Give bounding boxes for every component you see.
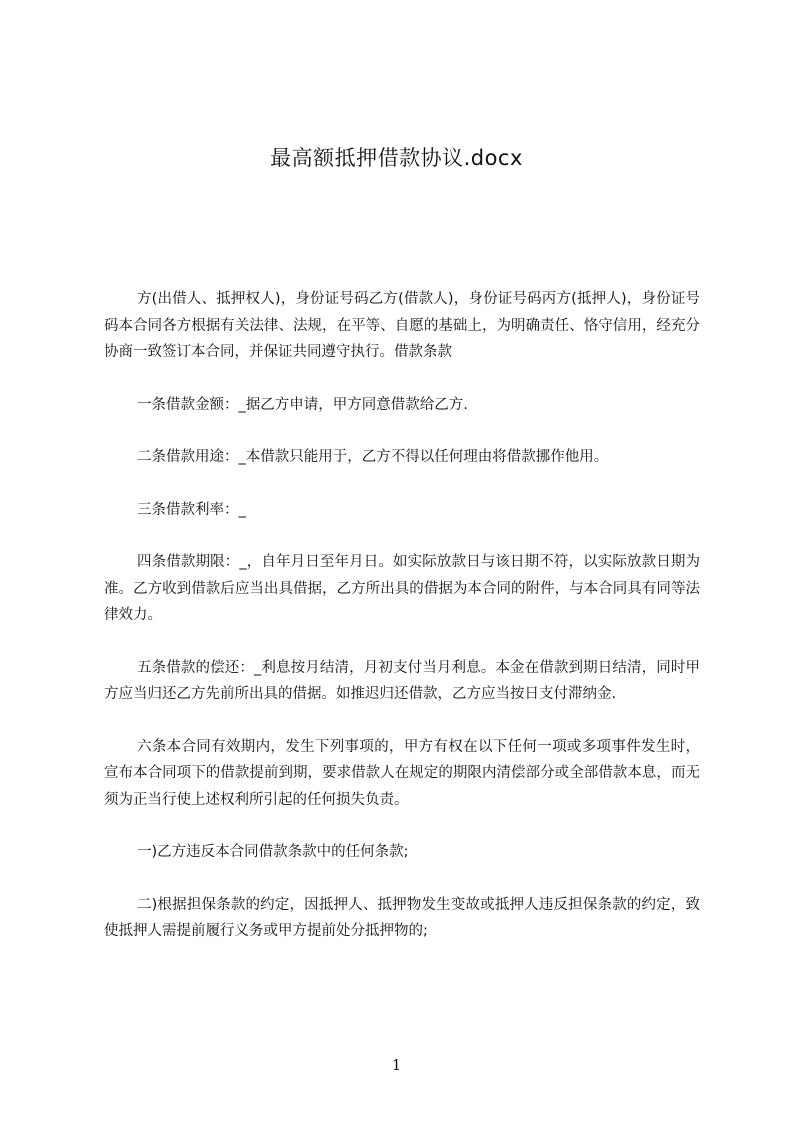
- document-title: 最高额抵押借款协议.docx: [270, 146, 523, 170]
- paragraph-article-3: 三条借款利率：_: [137, 501, 246, 518]
- paragraph-preamble: 方(出借人、抵押权人)，身份证号码乙方(借款人)，身份证号码丙方(抵押人)，身份证号码本合同各方根据有关法律、法规，在平等、自愿的基础上，为明确责任、恪守信用，经充分协商一致签订本合同，并保证共同遵守执行。借款条款: [104, 291, 700, 360]
- paragraph-clause-1: 一)乙方违反本合同借款条款中的任何条款;: [137, 844, 409, 860]
- paragraph-article-6: 六条本合同有效期内，发生下列事项的，甲方有权在以下任何一项或多项事件发生时，宣布本合同项下的借款提前到期，要求借款人在规定的期限内清偿部分或全部借款本息，而无须为正当行使上述权利所引起的任何损失负责。: [104, 738, 700, 808]
- paragraph-article-4: 四条借款期限：_，自年月日至年月日。如实际放款日与该日期不符，以实际放款日期为准。乙方收到借款后应当出具借据，乙方所出具的借据为本合同的附件，与本合同具有同等法律效力。: [104, 554, 700, 623]
- paragraph-article-5: 五条借款的偿还：_利息按月结清，月初支付当月利息。本金在借款到期日结清，同时甲方应当归还乙方先前所出具的借据。如推迟归还借款，乙方应当按日支付滞纳金.: [104, 659, 700, 702]
- page-number: 1: [391, 1056, 402, 1074]
- paragraph-clause-2: 二)根据担保条款的约定，因抵押人、抵押物发生变故或抵押人违反担保条款的约定，致使抵押人需提前履行义务或甲方提前处分抵押物的;: [104, 896, 700, 939]
- paragraph-article-1: 一条借款金额：_据乙方申请，甲方同意借款给乙方.: [137, 396, 468, 413]
- paragraph-article-2: 二条借款用途：_本借款只能用于，乙方不得以任何理由将借款挪作他用。: [137, 449, 609, 465]
- document-body: [104, 286, 700, 945]
